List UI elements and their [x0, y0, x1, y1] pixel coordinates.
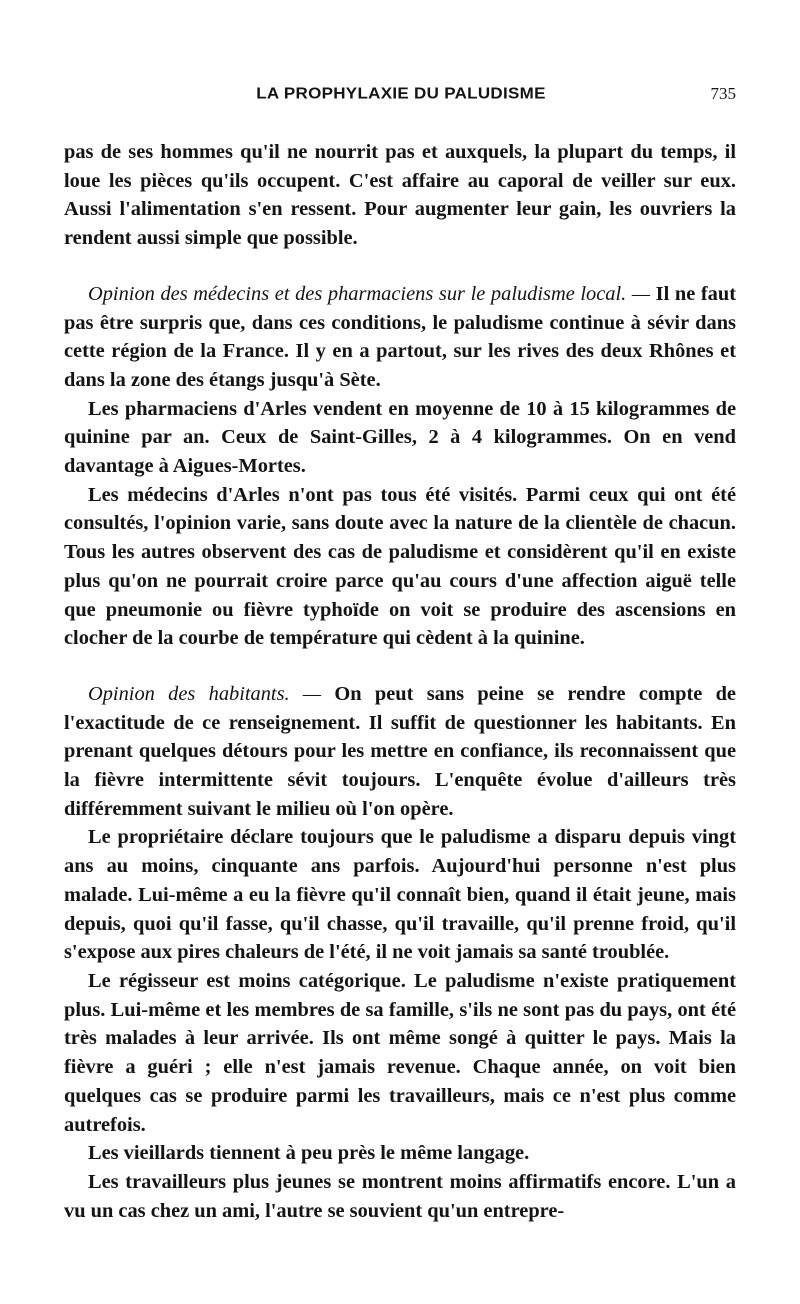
- running-head: [66, 84, 736, 110]
- paragraph-owner: Le propriétaire déclare toujours que le paludisme a disparu depuis vingt ans au moins, cinquante ans parfois. Aujourd'hui personne n'est plus malade. Lui-même a eu la fièvre qu'il connaît bien, quand il était jeune, mais depuis, quoi qu'il fasse, qu'il chasse, qu'il travaille, qu'il prenne froid, qu'il s'expose aux pires chaleurs de l'été, il ne voit jamais sa santé troublée.: [64, 826, 736, 964]
- paragraph-continuation: pas de ses hommes qu'il ne nourrit pas et auxquels, la plupart du temps, il loue les pièces qu'ils occupent. C'est affaire au caporal de veiller sur eux. Aussi l'alimentation s'en ressent. Pour augmenter leur gain, les ouvriers la rendent aussi simple que possible.: [64, 141, 736, 250]
- section-inhabitants: [64, 680, 736, 824]
- section-title-inhabitants: Opinion des habitants. —: [88, 682, 322, 705]
- section-text-inhabitants: On peut sans peine se rendre compte de l'exactitude de ce renseignement. Il suffit de questionner les habitants. En prenant quelques détours pour les mettre en confiance, ils reconnaissent que la fièvre intermittente sévit toujours. L'enquête évolue d'ailleurs très différemment suivant le milieu où l'on opère.: [64, 682, 736, 820]
- paragraph-pharmacists: Les pharmaciens d'Arles vendent en moyenne de 10 à 15 kilogrammes de quinine par an. Ceux de Saint-Gilles, 2 à 4 kilogrammes. On en vend davantage à Aigues-Mortes.: [64, 397, 736, 478]
- paragraph-elders: Les vieillards tiennent à peu près le même langage.: [88, 1142, 530, 1165]
- section-text-physicians-pharmacists: Il ne faut pas être surpris que, dans ces conditions, le paludisme continue à sévir dans cette région de la France. Il y en a partout, sur les rives des deux Rhônes et dans la zone des étangs jusqu'à Sète.: [64, 282, 737, 391]
- running-title: LA PROPHYLAXIE DU PALUDISME: [256, 84, 546, 103]
- body-text: [64, 138, 736, 1225]
- section-physicians-pharmacists: [64, 280, 736, 395]
- section-title-physicians-pharmacists: Opinion des médecins et des pharmaciens sur le paludisme local. —: [88, 282, 651, 305]
- paragraph-young-workers: Les travailleurs plus jeunes se montrent moins affirmatifs encore. L'un a vu un cas chez un ami, l'autre se souvient qu'un entrepre-: [64, 1170, 736, 1222]
- paragraph-physicians: Les médecins d'Arles n'ont pas tous été visités. Parmi ceux qui ont été consultés, l'opinion varie, sans doute avec la nature de la clientèle de chacun. Tous les autres observent des cas de paludisme et considèrent qu'il en existe plus qu'on ne pourrait croire parce qu'au cours d'une affection aiguë telle que pneumonie ou fièvre typhoïde on voit se produire des ascensions en clocher de la courbe de température qui cèdent à la quinine.: [64, 483, 736, 650]
- page-number: 735: [710, 84, 736, 103]
- paragraph-manager: Le régisseur est moins catégorique. Le paludisme n'existe pratiquement plus. Lui-même et les membres de sa famille, s'ils ne sont pas du pays, ont été très malades à leur arrivée. Ils ont même songé à quitter le pays. Mais la fièvre a guéri ; elle n'est jamais revenue. Chaque année, on voit bien quelques cas se produire parmi les travailleurs, mais ce n'est plus comme autrefois.: [64, 969, 736, 1136]
